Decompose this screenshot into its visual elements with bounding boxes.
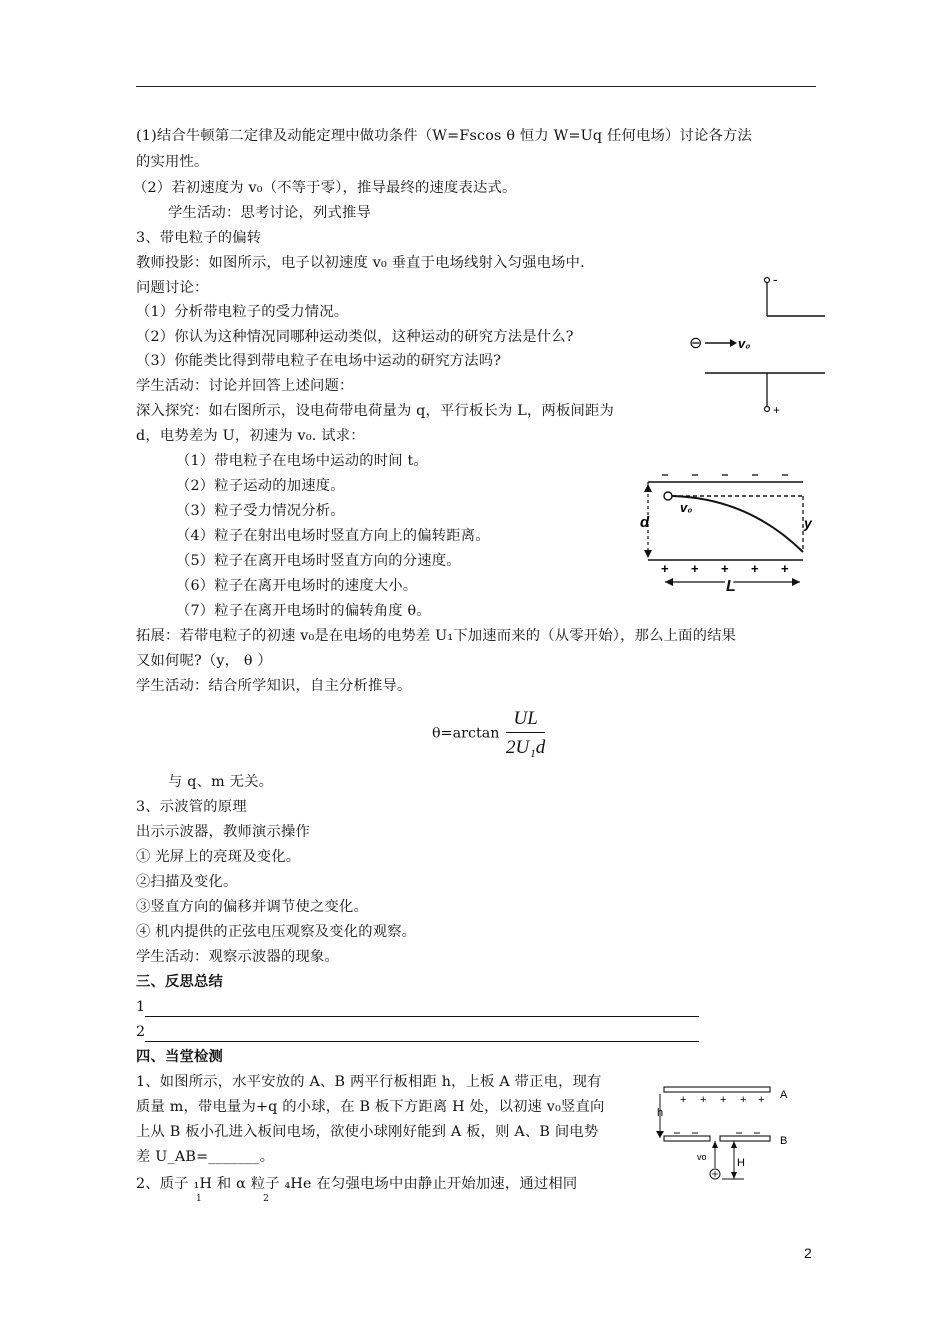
electron-icon: ⊖ bbox=[689, 335, 703, 352]
svg-text:+: + bbox=[680, 1094, 687, 1106]
arrow-head-icon bbox=[665, 578, 673, 586]
text-line: ④ 机内提供的正弦电压观察及变化的观察。 bbox=[136, 924, 417, 940]
question-item: （1）带电粒子在电场中运动的时间 t。 bbox=[176, 453, 428, 469]
text-line: 问题讨论： bbox=[136, 280, 209, 296]
lower-terminal bbox=[765, 407, 770, 412]
svg-text:+: + bbox=[661, 561, 669, 576]
text-line: 又如何呢?（y， θ ） bbox=[136, 653, 272, 669]
text-line: 质量 m，带电量为+q 的小球，在 B 板下方距离 H 处，以初速 v₀竖直向 bbox=[136, 1099, 605, 1115]
svg-text:+: + bbox=[781, 561, 789, 576]
svg-text:+: + bbox=[758, 1094, 765, 1106]
svg-text:+: + bbox=[751, 561, 759, 576]
text-line: 上从 B 板小孔进入板间电场，欲使小球刚好能到 A 板，则 A、B 间电势 bbox=[136, 1124, 599, 1140]
arrow-head-icon bbox=[730, 339, 737, 347]
svg-text:+: + bbox=[721, 561, 729, 576]
v0-label: v₀ bbox=[738, 336, 751, 351]
text-line: 2、质子 ₁H 和 α 粒子 ₄He 在匀强电场中由静止开始加速，通过相同 bbox=[136, 1176, 578, 1192]
plate-b-left bbox=[664, 1136, 710, 1141]
text-line: 拓展：若带电粒子的初速 v₀是在电场的电势差 U₁下加速而来的（从零开始），那么上面的结果 bbox=[136, 628, 737, 644]
text-line: ②扫描及变化。 bbox=[136, 874, 238, 890]
v0-label: vo bbox=[697, 1152, 707, 1162]
text-line: 教师投影：如图所示，电子以初速度 v₀ 垂直于电场线射入匀强电场中. bbox=[136, 255, 585, 271]
text-line: 学生活动：思考讨论，列式推导 bbox=[168, 205, 371, 221]
question-item: （5）粒子在离开电场时竖直方向的分速度。 bbox=[176, 553, 461, 569]
upper-terminal bbox=[765, 278, 770, 283]
text-line: （2）你认为这种情况同哪种运动类似，这种运动的研究方法是什么? bbox=[136, 329, 574, 345]
text-line: 1、如图所示，水平安放的 A、B 两平行板相距 h，上板 A 带正电，现有 bbox=[136, 1074, 602, 1090]
figure-plates-ab bbox=[652, 1078, 792, 1190]
blank-label: 1 bbox=[136, 999, 146, 1015]
figure-electron-plates bbox=[680, 268, 830, 418]
answer-blank-2[interactable] bbox=[145, 1041, 699, 1042]
text-line: 学生活动：讨论并回答上述问题： bbox=[136, 378, 354, 394]
text-line: d，电势差为 U，初速为 v₀. 试求： bbox=[136, 428, 365, 444]
page-number: 2 bbox=[804, 1245, 812, 1261]
formula-fraction bbox=[506, 708, 545, 759]
question-item: （6）粒子在离开电场时的速度大小。 bbox=[176, 578, 418, 594]
svg-text:+: + bbox=[700, 1094, 707, 1106]
lower-charges bbox=[661, 561, 789, 576]
particle-icon bbox=[664, 492, 672, 500]
h-label: h bbox=[657, 1107, 664, 1119]
text-line: 差 U_AB=_______。 bbox=[136, 1149, 275, 1165]
section-heading: 3、示波管的原理 bbox=[136, 799, 247, 815]
svg-text:+: + bbox=[691, 561, 699, 576]
text-line: 深入探究：如右图所示，设电荷带电荷量为 q，平行板长为 L，两板间距为 bbox=[136, 403, 614, 419]
arrow-head-icon bbox=[712, 1141, 718, 1148]
header-rule bbox=[136, 86, 816, 87]
text-line: 出示示波器，教师演示操作 bbox=[136, 824, 310, 840]
section-heading-test: 四、当堂检测 bbox=[136, 1049, 223, 1065]
section-heading: 3、带电粒子的偏转 bbox=[136, 230, 262, 246]
section-heading-reflection: 三、反思总结 bbox=[136, 974, 223, 990]
formula-prefix: θ=arctan bbox=[432, 725, 500, 742]
arrow-head-icon bbox=[731, 1172, 737, 1179]
H-label: H bbox=[737, 1157, 745, 1169]
question-item: （3）粒子受力情况分析。 bbox=[176, 503, 345, 519]
text-line: 学生活动：观察示波器的现象。 bbox=[136, 949, 339, 965]
arrow-head-icon bbox=[644, 550, 652, 558]
blank-label: 2 bbox=[136, 1024, 146, 1040]
formula-numerator: UL bbox=[506, 708, 545, 733]
text-line: ① 光屏上的亮斑及变化。 bbox=[136, 849, 301, 865]
v0-label: v₀ bbox=[680, 500, 693, 515]
plate-a bbox=[664, 1087, 770, 1092]
arrow-head-icon bbox=[731, 1141, 737, 1148]
plate-b-label: B bbox=[780, 1135, 788, 1147]
answer-blank-1[interactable] bbox=[145, 1016, 699, 1017]
text-line: 与 q、m 无关。 bbox=[168, 774, 274, 790]
plus-label: + bbox=[773, 403, 781, 417]
plate-a-charges bbox=[680, 1094, 764, 1106]
plate-a-label: A bbox=[780, 1089, 788, 1101]
formula-denominator: 2U₁d bbox=[505, 737, 546, 758]
arrow-head-icon bbox=[792, 578, 800, 586]
question-item: （4）粒子在射出电场时竖直方向上的偏转距离。 bbox=[176, 528, 490, 544]
svg-text:+: + bbox=[720, 1094, 727, 1106]
d-label: d bbox=[640, 514, 650, 531]
svg-text:+: + bbox=[740, 1094, 747, 1106]
text-line: （2）若初速度为 v₀（不等于零），推导最终的速度表达式。 bbox=[133, 180, 517, 196]
text-line: ③竖直方向的偏移并调节使之变化。 bbox=[136, 899, 368, 915]
L-label: L bbox=[726, 578, 736, 595]
text-line: （1）分析带电粒子的受力情况。 bbox=[136, 304, 349, 320]
arrow-head-icon bbox=[656, 1131, 664, 1138]
minus-label: - bbox=[773, 271, 778, 287]
text-line: 学生活动：结合所学知识，自主分析推导。 bbox=[136, 678, 412, 694]
question-item: （7）粒子在离开电场时的偏转角度 θ。 bbox=[176, 603, 431, 619]
arrow-head-icon bbox=[644, 484, 652, 492]
text-line: 的实用性。 bbox=[136, 154, 209, 170]
text-line: (1)结合牛顿第二定律及动能定理中做功条件（W=Fscos θ 恒力 W=Uq 任何电场）讨论各方法 bbox=[136, 128, 752, 144]
subscript-line: 1 2 bbox=[196, 1194, 270, 1204]
deflection-angle-formula bbox=[432, 708, 545, 759]
figure-deflection bbox=[628, 470, 818, 594]
y-label: y bbox=[804, 515, 812, 531]
plate-b-right bbox=[720, 1136, 770, 1141]
question-item: （2）粒子运动的加速度。 bbox=[176, 478, 345, 494]
text-line: （3）你能类比得到带电粒子在电场中运动的研究方法吗? bbox=[136, 353, 502, 369]
